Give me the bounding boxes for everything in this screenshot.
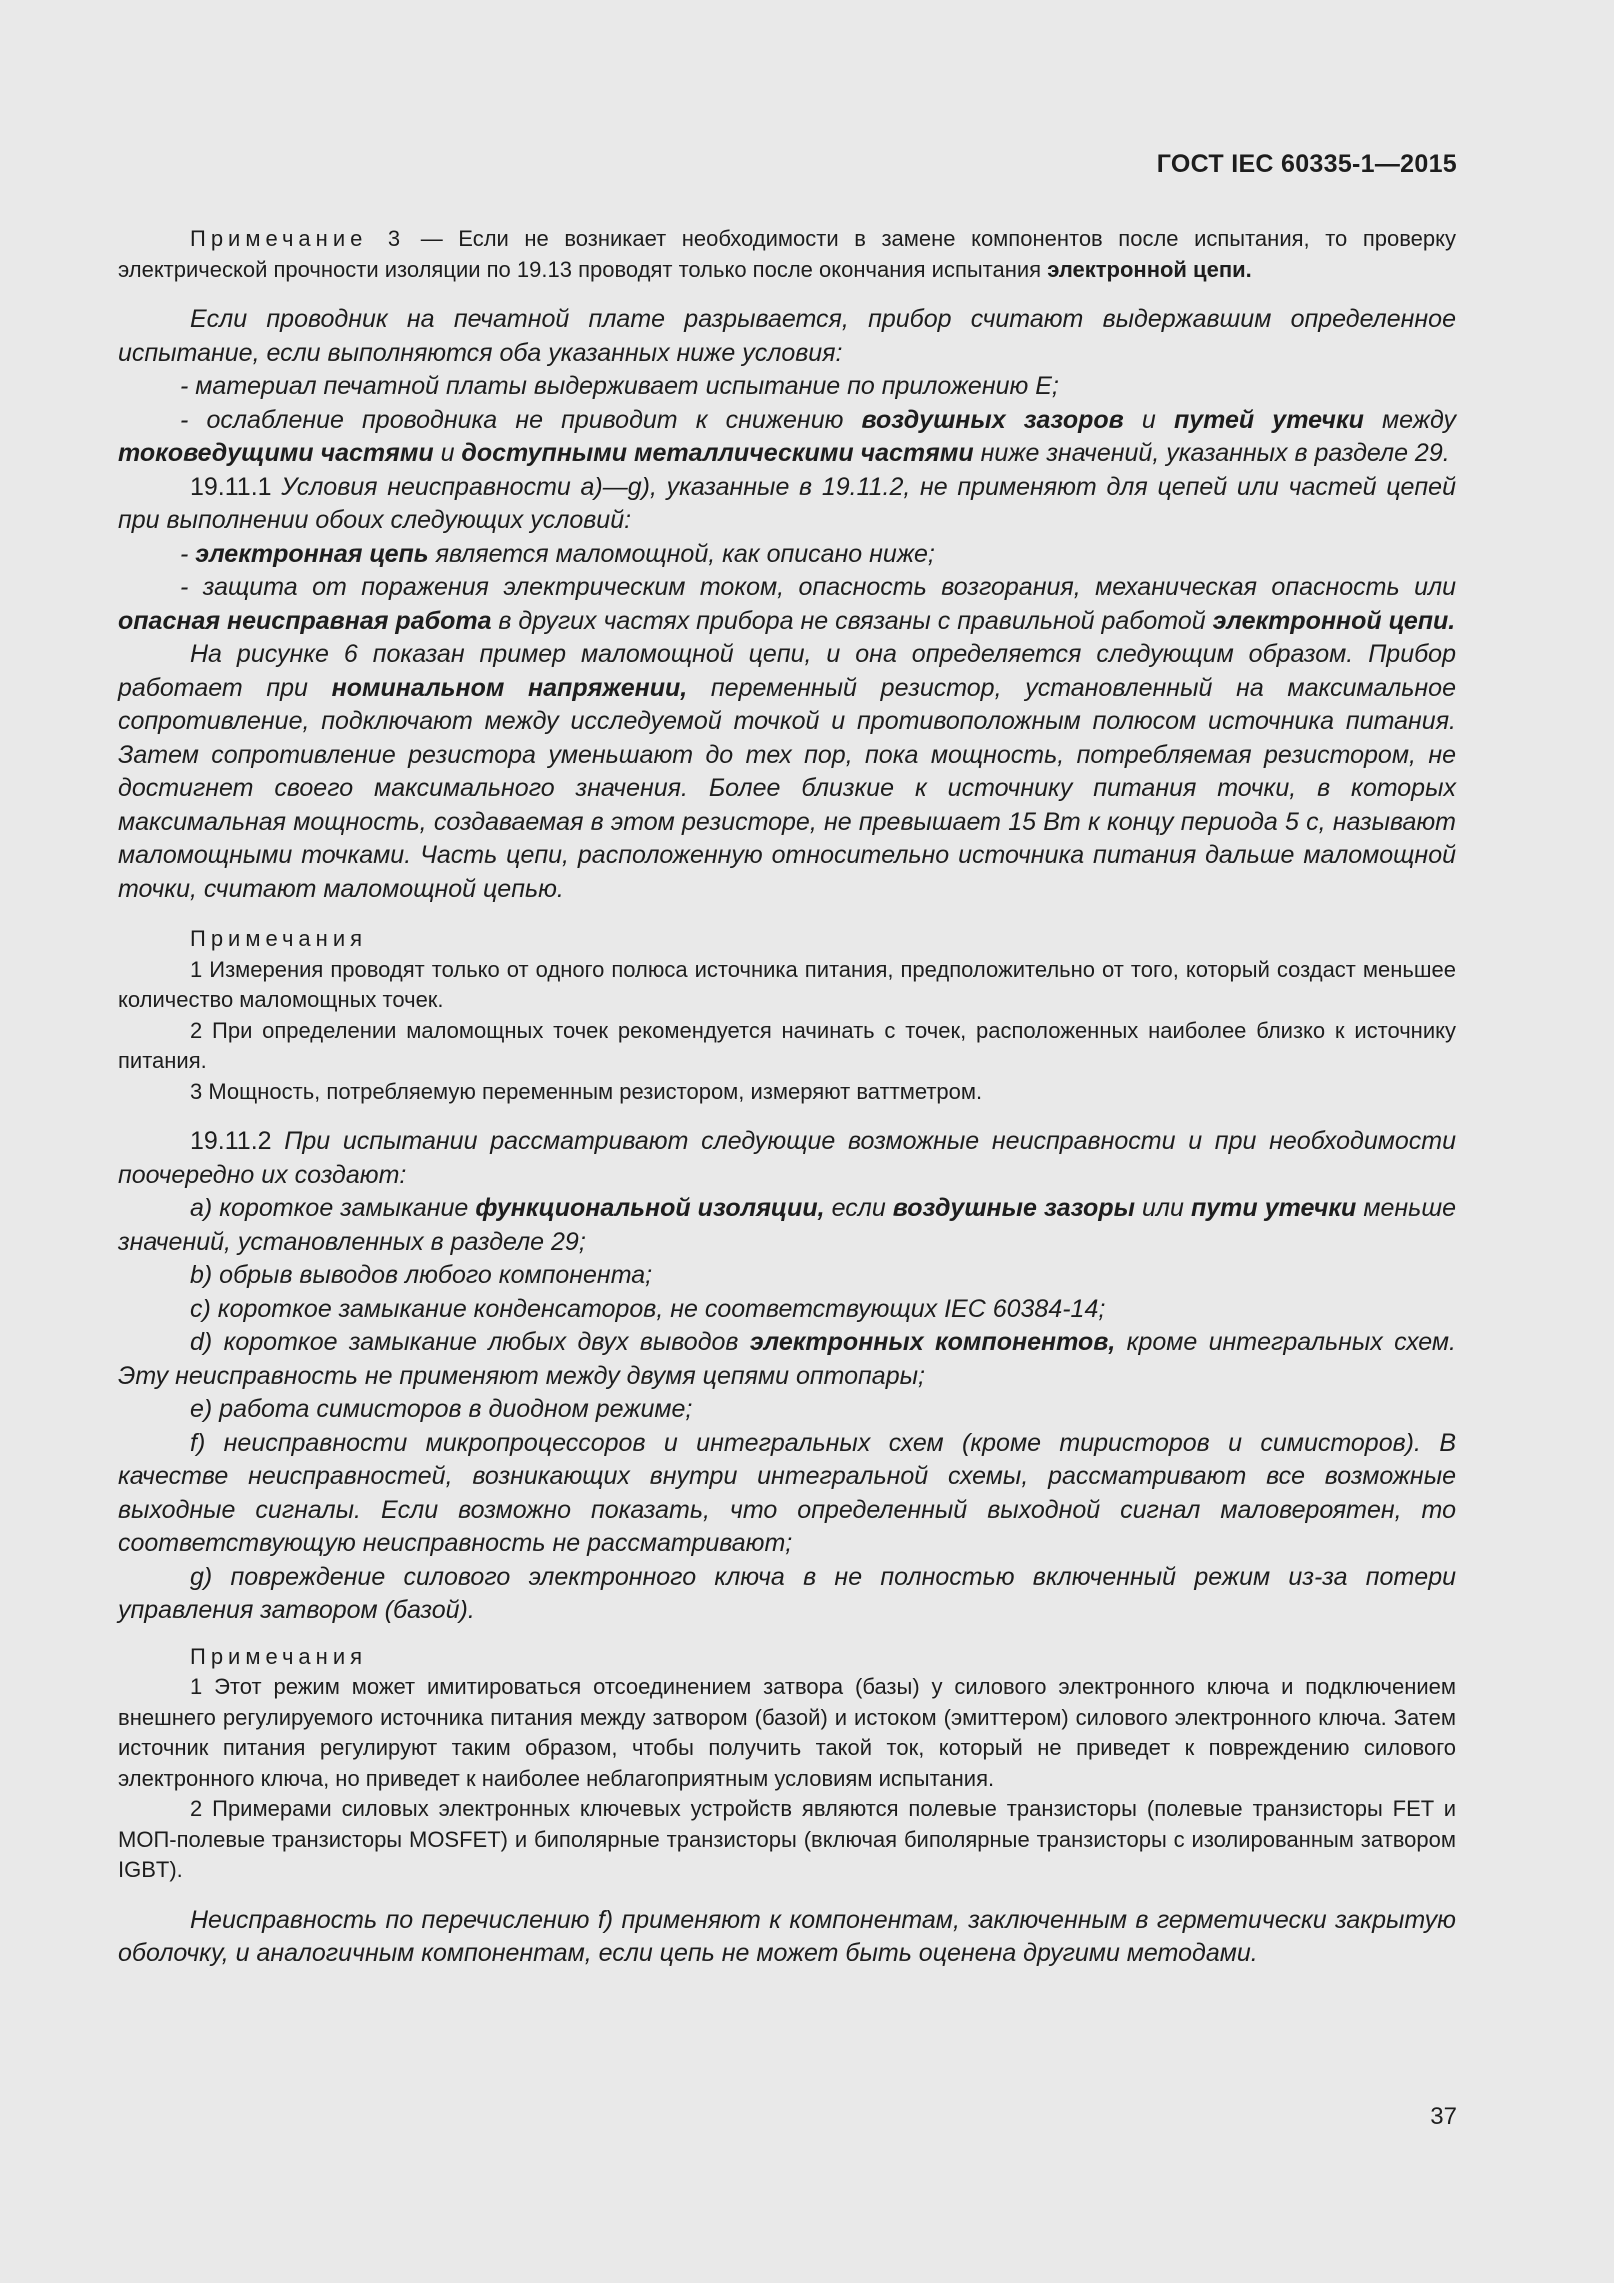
clause-19-11-2	[118, 1125, 1456, 1192]
text-span: и	[1123, 405, 1174, 434]
printed-board-intro: Если проводник на печатной плате разрывается, прибор считают выдержавшим определенное испытание, если выполняются оба указанных ниже условия:	[118, 305, 1456, 367]
notes-1-item-3: 3 Мощность, потребляемую переменным резистором, измеряют ваттметром.	[190, 1078, 983, 1104]
term-dangerous-malfunction: опасная неисправная работа	[118, 606, 492, 635]
clause-19-11-1-condition-1	[118, 538, 1456, 572]
term-air-clearances: воздушные зазоры	[892, 1194, 1135, 1222]
term-air-clearances: воздушных зазоров	[861, 405, 1124, 434]
text-span: и	[433, 439, 462, 467]
text-span: или	[1134, 1194, 1191, 1222]
term-creepage: путей утечки	[1173, 405, 1364, 434]
clause-text: Условия неисправности a)—g), указанные в 19.11.2, не применяют для цепей или частей цепей при выполнении обоих следующих условий:	[118, 472, 1456, 534]
fault-c: c) короткое замыкание конденсаторов, не соответствующих IEC 60384-14;	[190, 1294, 1106, 1323]
final-paragraph: Неисправность по перечислению f) применяют к компонентам, заключенным в герметически закрытую оболочку, и аналогичным компонентам, если цепь не может быть оценена другими методами.	[118, 1905, 1456, 1967]
clause-19-11-1-condition-2	[118, 571, 1456, 638]
clause-number: 19.11.1	[190, 472, 272, 501]
note-3	[118, 224, 1456, 285]
text-span: На рисунке 6 показан пример маломощной цепи, и она определяется следующим образом. Прибор работает при	[118, 640, 1456, 702]
text-span: - ослабление проводника не приводит к снижению	[180, 405, 862, 434]
fault-f: f) неисправности микропроцессоров и интегральных схем (кроме тиристоров и симисторов). В качестве неисправностей, возникающих внутри интегральной схемы, рассматривают все возможные выходные сигналы. Если возможно показать, что определенный выходной сигнал маловероятен, то соответствующую неисправность не рассматривают;	[118, 1428, 1456, 1557]
text-span: переменный резистор, установленный на максимальное сопротивление, подключают между исследуемой точкой и противоположным полюсом источника питания. Затем сопротивление резистора уменьшают до тех пор, пока мощность, потребляемая резистором, не достигнет своего максимального значения. Более близкие к источнику питания точки, в которых максимальная мощность, создаваемая в этом резисторе, не превышает 15 Вт к концу периода 5 с, называют маломощными точками. Часть цепи, расположенную относительно источника питания дальше маломощной точки, считают маломощной цепью.	[118, 673, 1456, 903]
text-span: между	[1363, 405, 1457, 434]
text-span: a) короткое замыкание	[190, 1194, 476, 1222]
clause-number: 19.11.2	[190, 1127, 272, 1155]
fault-b: b) обрыв выводов любого компонента;	[190, 1261, 653, 1289]
text-span: -	[180, 539, 196, 568]
term-creepage: пути утечки	[1190, 1194, 1357, 1222]
text-span: меньше значений, установленных в разделе 29;	[118, 1194, 1456, 1256]
figure-6-paragraph	[118, 638, 1456, 906]
term-electronic-components: электронных компонентов,	[749, 1328, 1116, 1356]
clause-19-11-1	[118, 471, 1456, 538]
page-number: 37	[1430, 2103, 1457, 2130]
page-content	[118, 224, 1456, 1971]
printed-board-condition-2	[118, 404, 1456, 471]
notes-title: Примечания	[190, 1643, 368, 1669]
notes-title: Примечания	[190, 926, 368, 951]
notes-1-item-2: 2 При определении маломощных точек рекомендуется начинать с точек, расположенных наиболее близко к источнику питания.	[118, 1017, 1456, 1073]
fault-g: g) повреждение силового электронного ключа в не полностью включенный режим из-за потери управления затвором (базой).	[118, 1562, 1456, 1624]
term-electronic-circuit: электронная цепь	[195, 539, 429, 568]
text-span: d) короткое замыкание любых двух выводов	[190, 1328, 750, 1356]
term-functional-insulation: функциональной изоляции,	[475, 1194, 825, 1222]
note-3-term: электронной цепи.	[1047, 256, 1252, 282]
text-span: ниже значений, указанных в разделе 29.	[973, 439, 1450, 467]
text-span: кроме интегральных схем. Эту неисправность не применяют между двумя цепями оптопары;	[118, 1328, 1457, 1390]
fault-e: e) работа симисторов в диодном режиме;	[190, 1395, 693, 1423]
text-span: в других частях прибора не связаны с правильной работой	[491, 606, 1213, 635]
notes-2-item-1: 1 Этот режим может имитироваться отсоединением затвора (базы) у силового электронного ключа и подключением внешнего регулируемого источника питания между затвором (базой) и истоком (эмиттером) силового электронного ключа. Затем источник питания регулируют таким образом, чтобы получить такой ток, который не приведет к повреждению силового электронного ключа, но приведет к наиболее неблагоприятным условиям испытания.	[118, 1674, 1456, 1791]
fault-a	[118, 1192, 1456, 1259]
term-rated-voltage: номинальном напряжении,	[331, 673, 688, 702]
notes-2-title	[118, 1642, 1456, 1673]
printed-board-condition-1: - материал печатной платы выдерживает испытание по приложению E;	[180, 372, 1059, 400]
term-electronic-circuit: электронной цепи.	[1212, 606, 1456, 635]
note-3-text: — Если не возникает необходимости в замене компонентов после испытания, то проверку электрической прочности изоляции по 19.13 проводят только после окончания испытания	[118, 226, 1456, 282]
note-3-label: Примечание 3	[190, 226, 406, 251]
notes-1-title	[118, 924, 1456, 955]
term-accessible-metal-parts: доступными металлическими частями	[461, 439, 974, 467]
document-header: ГОСТ IEC 60335-1—2015	[1156, 150, 1457, 178]
text-span: является маломощной, как описано ниже;	[428, 539, 935, 568]
fault-d	[118, 1326, 1456, 1393]
notes-1-item-1: 1 Измерения проводят только от одного полюса источника питания, предположительно от того, который создаст меньшее количество маломощных точек.	[118, 956, 1456, 1012]
term-live-parts: токоведущими частями	[118, 439, 434, 467]
text-span: если	[824, 1194, 893, 1222]
notes-2-item-2: 2 Примерами силовых электронных ключевых устройств являются полевые транзисторы (полевые транзисторы FET и МОП-полевые транзисторы MOSFET) и биполярные транзисторы (включая биполярные транзисторы с изолированным затвором IGBT).	[118, 1796, 1456, 1882]
text-span: - защита от поражения электрическим током, опасность возгорания, механическая опасность или	[180, 573, 1456, 601]
clause-text: При испытании рассматривают следующие возможные неисправности и при необходимости поочередно их создают:	[118, 1127, 1456, 1189]
